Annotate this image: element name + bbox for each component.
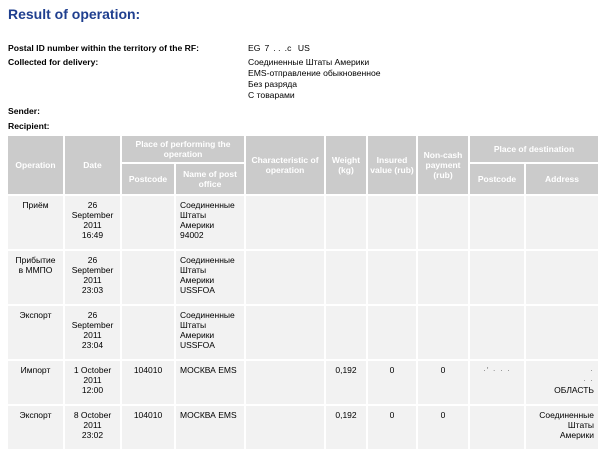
postal-id-value: EG 7 . . .c US (248, 43, 310, 53)
cell-insured (368, 196, 416, 249)
cell-insured (368, 251, 416, 304)
collected-label: Collected for delivery: (8, 57, 99, 67)
col-noncash: Non-cash payment (rub) (418, 136, 468, 194)
cell-post-office: МОСКВА EMS (176, 406, 244, 449)
cell-insured: 0 (368, 361, 416, 404)
table-row (8, 251, 598, 304)
cell-dest-postcode (470, 306, 524, 359)
cell-characteristic (246, 196, 324, 249)
col-place-performing: Place of performing the operation (122, 136, 244, 162)
cell-weight: 0,192 (326, 361, 366, 404)
col-insured: Insured value (rub) (368, 136, 416, 194)
page-title: Result of operation: (8, 6, 141, 22)
collected-line: С товарами (248, 90, 295, 100)
cell-postcode (122, 196, 174, 249)
cell-weight (326, 251, 366, 304)
collected-line: Без разряда (248, 79, 298, 89)
cell-noncash: 0 (418, 406, 468, 449)
table-row (8, 406, 598, 449)
cell-characteristic (246, 406, 324, 449)
col-weight: Weight (kg) (326, 136, 366, 194)
collected-line: Соединенные Штаты Америки (248, 57, 370, 67)
cell-postcode: 104010 (122, 406, 174, 449)
cell-post-office: Соединенные Штаты Америки 94002 (176, 196, 244, 249)
col-post-office: Name of post office (176, 164, 244, 194)
cell-postcode (122, 251, 174, 304)
cell-weight (326, 306, 366, 359)
cell-dest-postcode (470, 196, 524, 249)
cell-date: 26 September 2011 16:49 (65, 196, 120, 249)
cell-noncash (418, 306, 468, 359)
cell-operation: Приём (8, 196, 63, 249)
cell-postcode (122, 306, 174, 359)
col-dest-postcode: Postcode (470, 164, 524, 194)
cell-insured (368, 306, 416, 359)
cell-post-office: Соединенные Штаты Америки USSFOA (176, 306, 244, 359)
cell-date: 1 October 2011 12:00 (65, 361, 120, 404)
collected-value (248, 57, 381, 101)
cell-weight (326, 196, 366, 249)
cell-dest-postcode (470, 251, 524, 304)
cell-dest-address (526, 306, 598, 359)
cell-postcode: 104010 (122, 361, 174, 404)
cell-date: 8 October 2011 23:02 (65, 406, 120, 449)
table-row (8, 361, 598, 404)
cell-dest-address: · · · ОБЛАСТЬ (526, 361, 598, 404)
col-operation: Operation (8, 136, 63, 194)
cell-dest-postcode (470, 406, 524, 449)
cell-post-office: Соединенные Штаты Америки USSFOA (176, 251, 244, 304)
col-characteristic: Characteristic of operation (246, 136, 324, 194)
sender-label: Sender: (8, 106, 40, 116)
cell-noncash (418, 251, 468, 304)
header-row (8, 136, 598, 162)
cell-characteristic (246, 306, 324, 359)
cell-noncash (418, 196, 468, 249)
col-destination: Place of destination (470, 136, 598, 162)
table-row (8, 196, 598, 249)
cell-date: 26 September 2011 23:04 (65, 306, 120, 359)
cell-dest-address (526, 251, 598, 304)
collected-line: EMS-отправление обыкновенное (248, 68, 381, 78)
col-date: Date (65, 136, 120, 194)
cell-post-office: МОСКВА EMS (176, 361, 244, 404)
cell-insured: 0 (368, 406, 416, 449)
postal-id-label: Postal ID number within the territory of the RF: (8, 43, 199, 53)
recipient-label: Recipient: (8, 121, 50, 131)
col-dest-address: Address (526, 164, 598, 194)
cell-date: 26 September 2011 23:03 (65, 251, 120, 304)
cell-dest-address: Соединенные Штаты Америки (526, 406, 598, 449)
table-row (8, 306, 598, 359)
cell-dest-address (526, 196, 598, 249)
cell-characteristic (246, 361, 324, 404)
cell-characteristic (246, 251, 324, 304)
cell-operation: Экспорт (8, 306, 63, 359)
cell-weight: 0,192 (326, 406, 366, 449)
cell-dest-postcode: ·' · · · (470, 361, 524, 404)
operations-table (6, 134, 600, 451)
cell-operation: Экспорт (8, 406, 63, 449)
col-postcode: Postcode (122, 164, 174, 194)
cell-operation: Импорт (8, 361, 63, 404)
cell-noncash: 0 (418, 361, 468, 404)
cell-operation: Прибытие в ММПО (8, 251, 63, 304)
